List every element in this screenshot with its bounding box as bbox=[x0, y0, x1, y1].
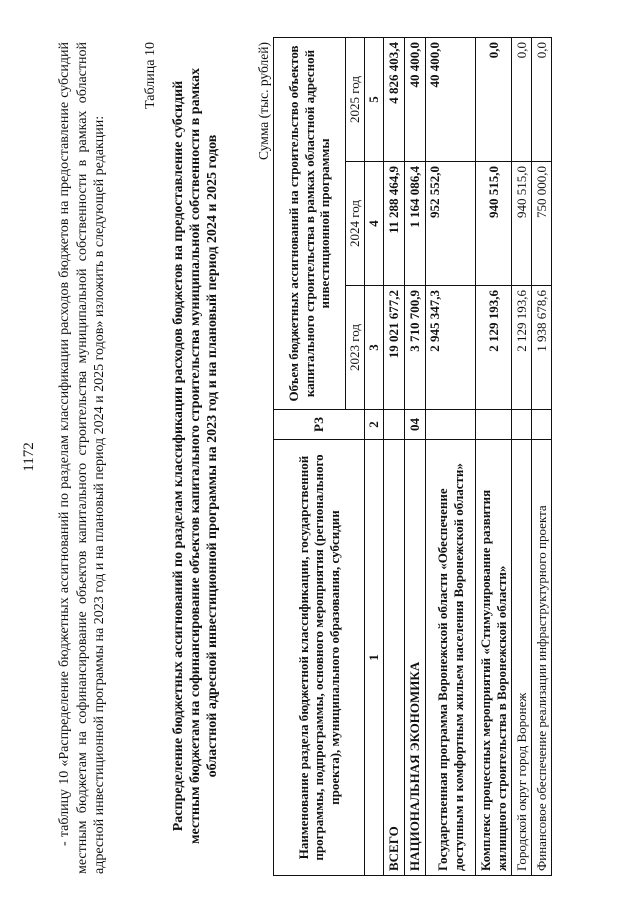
row-value-2024: 952 552,0 bbox=[426, 162, 476, 286]
row-name: Государственная программа Воронежской области «Обеспечение доступным и комфортным жильем населения Воронежской области» bbox=[426, 440, 476, 876]
row-value-2024: 11 288 464,9 bbox=[384, 162, 405, 286]
row-value-2024: 750 000,0 bbox=[532, 162, 552, 286]
header-name: Наименование раздела бюджетной классификации, государственной программы, подпрограммы, основного мероприятия (регионального проекта), муниципального образования, субсидии bbox=[274, 440, 365, 876]
budget-table bbox=[273, 37, 552, 876]
row-name: ВСЕГО bbox=[384, 440, 405, 876]
header-index-3: 3 bbox=[365, 286, 384, 410]
table-row bbox=[405, 37, 426, 875]
row-name: Городской округ город Воронеж bbox=[512, 440, 532, 876]
row-value-2024: 940 515,0 bbox=[512, 162, 532, 286]
row-value-2025: 40 400,0 bbox=[405, 37, 426, 161]
row-value-2025: 0,0 bbox=[512, 37, 532, 161]
row-rz: 04 bbox=[405, 410, 426, 440]
header-rz: РЗ bbox=[274, 410, 365, 440]
table-row bbox=[426, 37, 476, 875]
row-value-2023: 2 129 193,6 bbox=[476, 286, 512, 410]
row-rz bbox=[532, 410, 552, 440]
intro-paragraph: - таблицу 10 «Распределение бюджетных ассигнований по разделам классификации расходов бюджетов на предоставление субсидий местным бюджетам на софинансирование объектов капитального строительства муниципальной собственности в рамках областной адресной инвестиционной программы на 2023 год и на плановый период 2024 и 2025 годов» изложить в следующей редакции: bbox=[57, 42, 108, 874]
row-value-2025: 40 400,0 bbox=[426, 37, 476, 161]
header-index-4: 4 bbox=[365, 162, 384, 286]
row-name: Финансовое обеспечение реализации инфраструктурного проекта bbox=[532, 440, 552, 876]
table-row bbox=[532, 37, 552, 875]
header-volume: Объем бюджетных ассигнований на строительство объектов капитального строительства в рамках областной адресной инвестиционной программы bbox=[274, 37, 346, 409]
header-year-2025: 2025 год bbox=[346, 37, 365, 161]
row-value-2023: 2 945 347,3 bbox=[426, 286, 476, 410]
table-row bbox=[384, 37, 405, 875]
row-value-2025: 0,0 bbox=[532, 37, 552, 161]
page-number: 1172 bbox=[21, 442, 37, 472]
table-title: Распределение бюджетных ассигнований по разделам классификации расходов бюджетов на предоставление субсидий местным бюджетам на софинансирование объектов капитального строительства муниципальной собственности в рамках областной адресной инвестиционной программы на 2023 год и на плановый период 2024 и 2025 годов bbox=[171, 68, 220, 844]
row-name: Комплекс процессных мероприятий «Стимулирование развития жилищного строительства в Воронежской области» bbox=[476, 440, 512, 876]
row-value-2024: 940 515,0 bbox=[476, 162, 512, 286]
row-value-2024: 1 164 086,4 bbox=[405, 162, 426, 286]
row-value-2023: 19 021 677,2 bbox=[384, 286, 405, 410]
row-value-2025: 4 826 403,4 bbox=[384, 37, 405, 161]
table-row bbox=[476, 37, 512, 875]
header-index-1: 1 bbox=[365, 440, 384, 876]
rotated-content bbox=[20, 28, 580, 886]
row-value-2023: 1 938 678,6 bbox=[532, 286, 552, 410]
table-label: Таблица 10 bbox=[143, 42, 158, 109]
header-index-5: 5 bbox=[365, 37, 384, 161]
header-year-2024: 2024 год bbox=[346, 162, 365, 286]
row-value-2023: 2 129 193,6 bbox=[512, 286, 532, 410]
row-rz bbox=[426, 410, 476, 440]
row-value-2023: 3 710 700,9 bbox=[405, 286, 426, 410]
row-rz bbox=[476, 410, 512, 440]
row-rz bbox=[512, 410, 532, 440]
header-year-2023: 2023 год bbox=[346, 286, 365, 410]
unit-note: Сумма (тыс. рублей) bbox=[256, 42, 271, 160]
row-name: НАЦИОНАЛЬНАЯ ЭКОНОМИКА bbox=[405, 440, 426, 876]
row-value-2025: 0,0 bbox=[476, 37, 512, 161]
row-rz bbox=[384, 410, 405, 440]
table-row bbox=[512, 37, 532, 875]
header-index-2: 2 bbox=[365, 410, 384, 440]
